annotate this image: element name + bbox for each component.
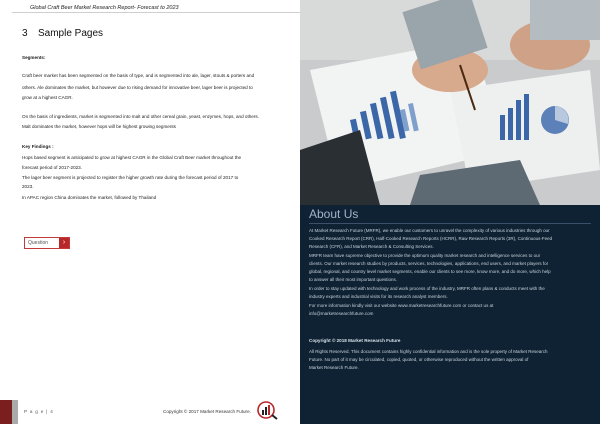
finding-1-line-1: Hops based segment is anticipated to grow at highest CAGR in the Global Craft Beer market throughout the [22,155,242,160]
section-number: 3 [22,28,28,39]
about-copyright-line-3: Market Research Future. [309,365,359,370]
about-line-5: clients. Our market research studies by products, services, technologies, applications, end users, and market players for [309,261,549,266]
footer-copyright: Copyright © 2017 Market Research Future. [163,409,251,414]
question-button-label: Question [28,240,49,246]
finding-1-line-2: forecast period of 2017-2023. [22,165,83,170]
footer-accent-bar-secondary [12,400,18,424]
segments-paragraph-2-line-1: On the basis of ingredients, market is segmented into malt and other cereal grain, yeast, enzymes, hops, and others. [22,114,259,119]
segments-paragraph-1-line-1: Craft beer market has been segmented on the basis of type, and is segmented into ale, lager, stouts & porters and [22,73,255,78]
about-line-2: Cooked Research Report (CRR), Half-Cooked Research Reports (HCRR), Raw Research Reports (3R), Continuous-Feed [309,236,553,241]
about-line-9: industry experts and industrial visits for its research analyst members. [309,294,448,299]
segments-paragraph-1-line-3: grow at a highest CAGR. [22,95,73,100]
photo-illustration [300,0,600,205]
header-divider [12,12,300,13]
report-running-title: Global Craft Beer Market Research Report- Forecast to 2023 [30,5,179,11]
about-contact-email: info@marketresearchfuture.com [309,311,374,316]
about-copyright-heading: Copyright © 2018 Market Research Future [309,338,401,343]
segments-paragraph-2-line-2: Malt dominates the market, however hops will be highest growing segments [22,124,176,129]
about-line-1: At Market Research Future (MRFR), we enable our customers to unravel the complexity of various industries through our [309,228,550,233]
about-divider [309,223,591,224]
segments-paragraph-1-line-2: others. Ale dominates the market, but however due to rising demand for innovative beer, lager beer is projected to [22,85,253,90]
about-line-8: In order to stay updated with technology and work process of the industry, MRFR often plans & conducts meet with the [309,286,545,291]
about-us-panel [300,0,600,424]
finding-3: In APAC region China dominates the market, followed by Thailand [22,195,157,200]
about-line-7: to answer all their most important questions. [309,277,398,282]
page-number: P a g e | 4 [24,409,54,414]
about-us-title: About Us [309,207,359,221]
about-line-10: For more information kindly visit our website www.marketresearchfuture.com or contact us at [309,303,494,308]
about-line-6: global, regional, and country level market segments, enable our clients to see more, know more, and do more, which help [309,269,551,274]
chevron-right-icon: › [59,238,69,248]
question-button[interactable] [24,237,70,249]
segments-heading: Segments: [22,55,46,60]
key-findings-heading: Key Findings : [22,144,54,149]
about-line-3: Research (CFR), and Market Research & Consulting Services. [309,244,434,249]
section-title: Sample Pages [38,28,104,39]
mrfr-logo-icon [257,400,279,420]
about-copyright-line-2: Future. No part of it may be circulated, copied, quoted, or otherwise reproduced without the written approval of [309,357,529,362]
footer-accent-bar [0,400,12,424]
about-line-4: MRFR team have supreme objective to provide the optimum quality market research and intelligence services to our [309,253,541,258]
finding-2-line-1: The lager beer segment is projected to register the higher growth rate during the forecast period of 2017 to [22,175,239,180]
finding-2-line-2: 2023. [22,184,34,189]
about-copyright-line-1: All Rights Reserved. This document contains highly confidential information and is the sole property of Market Research [309,349,548,354]
business-meeting-photo [300,0,600,205]
